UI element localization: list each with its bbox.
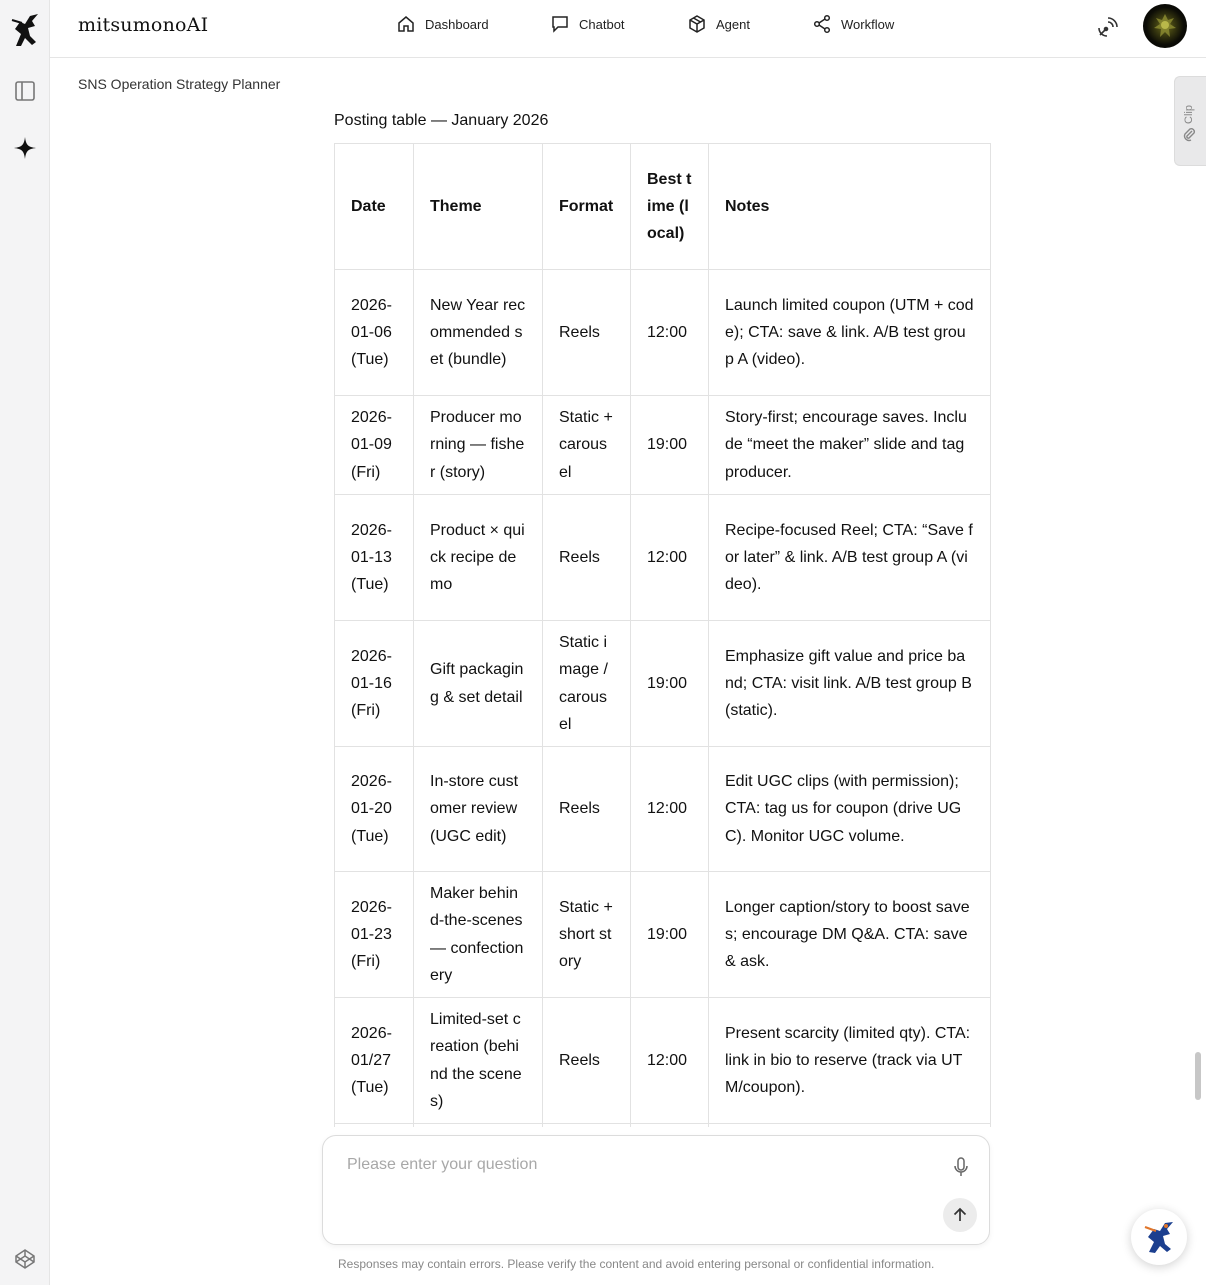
nav-chatbot-label: Chatbot [579,16,625,32]
time-cell [631,1124,709,1128]
notes-cell: Edit UGC clips (with permission); CTA: tag us for coupon (drive UGC). Monitor UGC volume. [709,747,991,872]
brand-name[interactable]: mitsumonoAI [78,14,209,36]
question-input[interactable] [347,1156,927,1174]
format-cell: Reels [543,495,631,621]
date-cell: 2026-01-20 (Tue) [335,747,414,872]
date-cell: 2026-01-06 (Tue) [335,270,414,396]
assistant-fab-button[interactable] [1131,1209,1187,1265]
theme-cell: Product × quick recipe demo [414,495,543,621]
theme-cell: Producer morning — fisher (story) [414,396,543,495]
table-row [335,1124,991,1128]
posting-table [334,143,991,1127]
time-cell: 19:00 [631,396,709,495]
theme-cell: In-store customer review (UGC edit) [414,747,543,872]
date-cell: 2026-01-16 (Fri) [335,621,414,747]
left-rail [0,0,50,1285]
nav-agent-label: Agent [716,16,750,32]
table-row [335,396,991,495]
top-bar [50,0,1206,58]
codepen-icon[interactable] [0,1248,50,1270]
time-cell: 19:00 [631,621,709,747]
format-cell: Reels [543,998,631,1124]
format-cell [543,1124,631,1128]
home-icon [396,14,416,34]
sidebar-toggle-icon[interactable] [0,80,50,102]
theme-cell: Limited-set creation (behind the scenes) [414,998,543,1124]
format-cell: Reels [543,747,631,872]
notes-cell: Story-first; encourage saves. Include “meet the maker” slide and tag producer. [709,396,991,495]
clip-label: Clip [1183,105,1195,124]
notes-cell: Longer caption/story to boost saves; encourage DM Q&A. CTA: save & ask. [709,872,991,998]
notes-cell [709,1124,991,1128]
notes-cell: Launch limited coupon (UTM + code); CTA: save & link. A/B test group A (video). [709,270,991,396]
table-title: Posting table — January 2026 [334,112,549,129]
nav-workflow[interactable] [812,14,894,34]
nav-agent[interactable] [687,14,750,34]
column-header: Best time (local) [631,144,709,270]
satellite-dish-icon[interactable] [1095,16,1119,45]
chat-icon [550,14,570,34]
table-row [335,872,991,998]
chat-content[interactable] [50,59,1190,1127]
chat-composer [322,1135,990,1245]
ninja-logo-icon[interactable] [0,12,50,48]
column-header: Notes [709,144,991,270]
date-cell: 2026-01-09 (Fri) [335,396,414,495]
theme-cell: Gift packaging & set detail [414,621,543,747]
table-row [335,998,991,1124]
column-header: Date [335,144,414,270]
paperclip-icon [1181,126,1197,147]
sparkle-icon[interactable] [0,136,50,160]
theme-cell [414,1124,543,1128]
nav-dashboard[interactable] [396,14,489,34]
date-cell [335,1124,414,1128]
microphone-icon[interactable] [951,1156,971,1183]
date-cell: 2026-01-23 (Fri) [335,872,414,998]
format-cell: Reels [543,270,631,396]
table-header-row [335,144,991,270]
nav-workflow-label: Workflow [841,16,895,32]
avatar[interactable] [1143,4,1187,48]
disclaimer-text: Responses may contain errors. Please verify the content and avoid entering personal or confidential information. [338,1257,935,1271]
theme-cell: Maker behind-the-scenes — confectionery [414,872,543,998]
time-cell: 19:00 [631,872,709,998]
ninja-mascot-icon [1140,1218,1178,1256]
table-row [335,747,991,872]
share-nodes-icon [812,14,832,34]
column-header: Theme [414,144,543,270]
arrow-up-icon [951,1206,969,1224]
notes-cell: Recipe-focused Reel; CTA: “Save for later” & link. A/B test group A (video). [709,495,991,621]
date-cell: 2026-01-13 (Tue) [335,495,414,621]
column-header: Format [543,144,631,270]
time-cell: 12:00 [631,495,709,621]
time-cell: 12:00 [631,747,709,872]
send-button[interactable] [943,1198,977,1232]
scrollbar-track[interactable] [1190,59,1206,1127]
cube-icon [687,14,707,34]
format-cell: Static + carousel [543,396,631,495]
table-row [335,495,991,621]
nav-dashboard-label: Dashboard [425,16,489,32]
nav-chatbot[interactable] [550,14,625,34]
table-row [335,621,991,747]
breadcrumb: SNS Operation Strategy Planner [78,76,281,92]
table-row [335,270,991,396]
theme-cell: New Year recommended set (bundle) [414,270,543,396]
date-cell: 2026-01/27 (Tue) [335,998,414,1124]
time-cell: 12:00 [631,998,709,1124]
time-cell: 12:00 [631,270,709,396]
format-cell: Static + short story [543,872,631,998]
format-cell: Static image / carousel [543,621,631,747]
notes-cell: Emphasize gift value and price band; CTA: visit link. A/B test group B (static). [709,621,991,747]
scrollbar-thumb[interactable] [1195,1052,1201,1100]
notes-cell: Present scarcity (limited qty). CTA: link in bio to reserve (track via UTM/coupon). [709,998,991,1124]
